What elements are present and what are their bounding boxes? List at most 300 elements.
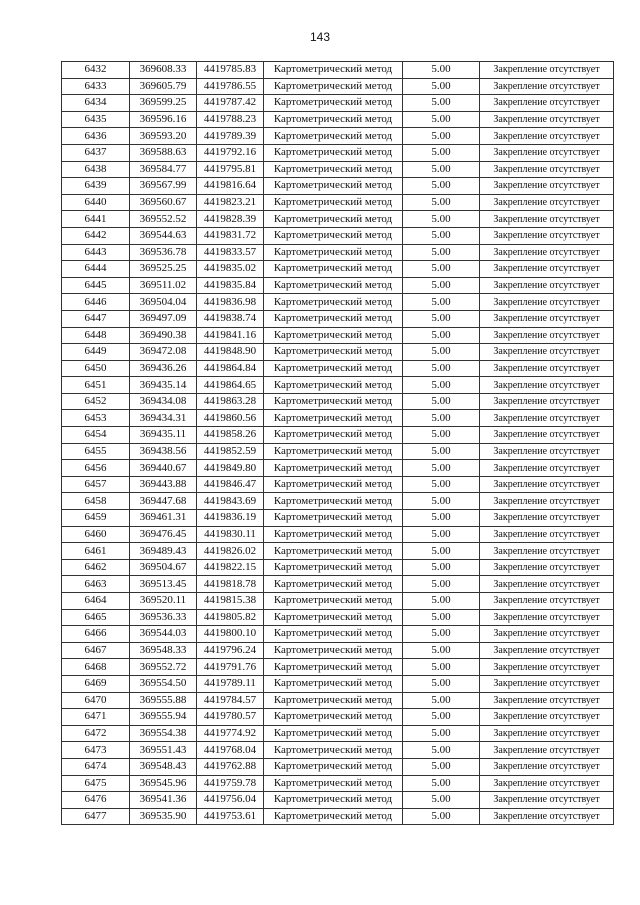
table-row — [62, 194, 614, 211]
x-coordinate-cell: 369434.08 — [130, 393, 197, 410]
table-row — [62, 244, 614, 261]
y-coordinate-cell: 4419826.02 — [197, 543, 264, 560]
fixation-cell: Закрепление отсутствует — [480, 543, 614, 560]
method-cell: Картометрический метод — [264, 62, 403, 79]
accuracy-cell: 5.00 — [403, 493, 480, 510]
point-number-cell: 6432 — [62, 62, 130, 79]
point-number-cell: 6455 — [62, 443, 130, 460]
y-coordinate-cell: 4419833.57 — [197, 244, 264, 261]
table-row — [62, 709, 614, 726]
point-number-cell: 6443 — [62, 244, 130, 261]
method-cell: Картометрический метод — [264, 709, 403, 726]
y-coordinate-cell: 4419852.59 — [197, 443, 264, 460]
accuracy-cell: 5.00 — [403, 144, 480, 161]
accuracy-cell: 5.00 — [403, 675, 480, 692]
accuracy-cell: 5.00 — [403, 460, 480, 477]
x-coordinate-cell: 369544.03 — [130, 626, 197, 643]
point-number-cell: 6452 — [62, 393, 130, 410]
fixation-cell: Закрепление отсутствует — [480, 427, 614, 444]
x-coordinate-cell: 369555.88 — [130, 692, 197, 709]
y-coordinate-cell: 4419795.81 — [197, 161, 264, 178]
fixation-cell: Закрепление отсутствует — [480, 327, 614, 344]
fixation-cell: Закрепление отсутствует — [480, 360, 614, 377]
method-cell: Картометрический метод — [264, 410, 403, 427]
y-coordinate-cell: 4419786.55 — [197, 78, 264, 95]
y-coordinate-cell: 4419864.65 — [197, 377, 264, 394]
x-coordinate-cell: 369608.33 — [130, 62, 197, 79]
fixation-cell: Закрепление отсутствует — [480, 609, 614, 626]
method-cell: Картометрический метод — [264, 344, 403, 361]
x-coordinate-cell: 369438.56 — [130, 443, 197, 460]
method-cell: Картометрический метод — [264, 593, 403, 610]
point-number-cell: 6437 — [62, 144, 130, 161]
table-row — [62, 277, 614, 294]
accuracy-cell: 5.00 — [403, 792, 480, 809]
fixation-cell: Закрепление отсутствует — [480, 310, 614, 327]
method-cell: Картометрический метод — [264, 675, 403, 692]
x-coordinate-cell: 369497.09 — [130, 310, 197, 327]
fixation-cell: Закрепление отсутствует — [480, 377, 614, 394]
point-number-cell: 6448 — [62, 327, 130, 344]
fixation-cell: Закрепление отсутствует — [480, 758, 614, 775]
x-coordinate-cell: 369472.08 — [130, 344, 197, 361]
y-coordinate-cell: 4419828.39 — [197, 211, 264, 228]
fixation-cell: Закрепление отсутствует — [480, 675, 614, 692]
accuracy-cell: 5.00 — [403, 510, 480, 527]
y-coordinate-cell: 4419756.04 — [197, 792, 264, 809]
y-coordinate-cell: 4419836.98 — [197, 294, 264, 311]
table-row — [62, 593, 614, 610]
method-cell: Картометрический метод — [264, 211, 403, 228]
point-number-cell: 6445 — [62, 277, 130, 294]
fixation-cell: Закрепление отсутствует — [480, 593, 614, 610]
fixation-cell: Закрепление отсутствует — [480, 742, 614, 759]
table-row — [62, 675, 614, 692]
accuracy-cell: 5.00 — [403, 410, 480, 427]
y-coordinate-cell: 4419753.61 — [197, 808, 264, 825]
x-coordinate-cell: 369596.16 — [130, 111, 197, 128]
accuracy-cell: 5.00 — [403, 95, 480, 112]
point-number-cell: 6447 — [62, 310, 130, 327]
accuracy-cell: 5.00 — [403, 476, 480, 493]
y-coordinate-cell: 4419864.84 — [197, 360, 264, 377]
point-number-cell: 6465 — [62, 609, 130, 626]
table-row — [62, 294, 614, 311]
accuracy-cell: 5.00 — [403, 659, 480, 676]
method-cell: Картометрический метод — [264, 194, 403, 211]
accuracy-cell: 5.00 — [403, 393, 480, 410]
accuracy-cell: 5.00 — [403, 526, 480, 543]
table-row — [62, 460, 614, 477]
y-coordinate-cell: 4419830.11 — [197, 526, 264, 543]
accuracy-cell: 5.00 — [403, 310, 480, 327]
accuracy-cell: 5.00 — [403, 227, 480, 244]
method-cell: Картометрический метод — [264, 576, 403, 593]
point-number-cell: 6466 — [62, 626, 130, 643]
table-row — [62, 543, 614, 560]
y-coordinate-cell: 4419815.38 — [197, 593, 264, 610]
y-coordinate-cell: 4419848.90 — [197, 344, 264, 361]
y-coordinate-cell: 4419787.42 — [197, 95, 264, 112]
y-coordinate-cell: 4419849.80 — [197, 460, 264, 477]
table-row — [62, 559, 614, 576]
point-number-cell: 6440 — [62, 194, 130, 211]
point-number-cell: 6477 — [62, 808, 130, 825]
table-row — [62, 360, 614, 377]
x-coordinate-cell: 369447.68 — [130, 493, 197, 510]
y-coordinate-cell: 4419768.04 — [197, 742, 264, 759]
y-coordinate-cell: 4419822.15 — [197, 559, 264, 576]
method-cell: Картометрический метод — [264, 111, 403, 128]
fixation-cell: Закрепление отсутствует — [480, 526, 614, 543]
table-row — [62, 443, 614, 460]
x-coordinate-cell: 369593.20 — [130, 128, 197, 145]
table-row — [62, 327, 614, 344]
y-coordinate-cell: 4419841.16 — [197, 327, 264, 344]
point-number-cell: 6457 — [62, 476, 130, 493]
fixation-cell: Закрепление отсутствует — [480, 443, 614, 460]
fixation-cell: Закрепление отсутствует — [480, 294, 614, 311]
table-row — [62, 261, 614, 278]
y-coordinate-cell: 4419858.26 — [197, 427, 264, 444]
y-coordinate-cell: 4419780.57 — [197, 709, 264, 726]
accuracy-cell: 5.00 — [403, 692, 480, 709]
point-number-cell: 6434 — [62, 95, 130, 112]
method-cell: Картометрический метод — [264, 460, 403, 477]
accuracy-cell: 5.00 — [403, 709, 480, 726]
x-coordinate-cell: 369544.63 — [130, 227, 197, 244]
table-row — [62, 758, 614, 775]
fixation-cell: Закрепление отсутствует — [480, 493, 614, 510]
y-coordinate-cell: 4419800.10 — [197, 626, 264, 643]
coordinates-table-body — [62, 62, 614, 825]
fixation-cell: Закрепление отсутствует — [480, 227, 614, 244]
point-number-cell: 6463 — [62, 576, 130, 593]
fixation-cell: Закрепление отсутствует — [480, 277, 614, 294]
method-cell: Картометрический метод — [264, 725, 403, 742]
x-coordinate-cell: 369548.33 — [130, 642, 197, 659]
y-coordinate-cell: 4419846.47 — [197, 476, 264, 493]
point-number-cell: 6458 — [62, 493, 130, 510]
method-cell: Картометрический метод — [264, 692, 403, 709]
x-coordinate-cell: 369536.78 — [130, 244, 197, 261]
method-cell: Картометрический метод — [264, 227, 403, 244]
method-cell: Картометрический метод — [264, 510, 403, 527]
table-row — [62, 427, 614, 444]
accuracy-cell: 5.00 — [403, 327, 480, 344]
method-cell: Картометрический метод — [264, 244, 403, 261]
y-coordinate-cell: 4419796.24 — [197, 642, 264, 659]
accuracy-cell: 5.00 — [403, 211, 480, 228]
accuracy-cell: 5.00 — [403, 261, 480, 278]
fixation-cell: Закрепление отсутствует — [480, 344, 614, 361]
table-row — [62, 62, 614, 79]
x-coordinate-cell: 369545.96 — [130, 775, 197, 792]
accuracy-cell: 5.00 — [403, 128, 480, 145]
x-coordinate-cell: 369435.11 — [130, 427, 197, 444]
y-coordinate-cell: 4419836.19 — [197, 510, 264, 527]
table-row — [62, 310, 614, 327]
method-cell: Картометрический метод — [264, 128, 403, 145]
accuracy-cell: 5.00 — [403, 559, 480, 576]
y-coordinate-cell: 4419860.56 — [197, 410, 264, 427]
table-row — [62, 510, 614, 527]
method-cell: Картометрический метод — [264, 178, 403, 195]
accuracy-cell: 5.00 — [403, 543, 480, 560]
accuracy-cell: 5.00 — [403, 443, 480, 460]
method-cell: Картометрический метод — [264, 792, 403, 809]
table-row — [62, 128, 614, 145]
x-coordinate-cell: 369511.02 — [130, 277, 197, 294]
x-coordinate-cell: 369504.67 — [130, 559, 197, 576]
accuracy-cell: 5.00 — [403, 194, 480, 211]
x-coordinate-cell: 369554.50 — [130, 675, 197, 692]
y-coordinate-cell: 4419838.74 — [197, 310, 264, 327]
point-number-cell: 6442 — [62, 227, 130, 244]
point-number-cell: 6462 — [62, 559, 130, 576]
method-cell: Картометрический метод — [264, 476, 403, 493]
accuracy-cell: 5.00 — [403, 161, 480, 178]
table-row — [62, 692, 614, 709]
method-cell: Картометрический метод — [264, 277, 403, 294]
point-number-cell: 6435 — [62, 111, 130, 128]
x-coordinate-cell: 369525.25 — [130, 261, 197, 278]
fixation-cell: Закрепление отсутствует — [480, 211, 614, 228]
accuracy-cell: 5.00 — [403, 78, 480, 95]
method-cell: Картометрический метод — [264, 427, 403, 444]
x-coordinate-cell: 369490.38 — [130, 327, 197, 344]
fixation-cell: Закрепление отсутствует — [480, 95, 614, 112]
method-cell: Картометрический метод — [264, 360, 403, 377]
method-cell: Картометрический метод — [264, 294, 403, 311]
table-row — [62, 144, 614, 161]
fixation-cell: Закрепление отсутствует — [480, 261, 614, 278]
table-row — [62, 476, 614, 493]
table-row — [62, 410, 614, 427]
y-coordinate-cell: 4419843.69 — [197, 493, 264, 510]
point-number-cell: 6444 — [62, 261, 130, 278]
x-coordinate-cell: 369552.52 — [130, 211, 197, 228]
method-cell: Картометрический метод — [264, 642, 403, 659]
accuracy-cell: 5.00 — [403, 642, 480, 659]
table-row — [62, 227, 614, 244]
accuracy-cell: 5.00 — [403, 294, 480, 311]
point-number-cell: 6471 — [62, 709, 130, 726]
accuracy-cell: 5.00 — [403, 808, 480, 825]
x-coordinate-cell: 369605.79 — [130, 78, 197, 95]
method-cell: Картометрический метод — [264, 758, 403, 775]
table-row — [62, 792, 614, 809]
y-coordinate-cell: 4419863.28 — [197, 393, 264, 410]
table-row — [62, 725, 614, 742]
x-coordinate-cell: 369536.33 — [130, 609, 197, 626]
x-coordinate-cell: 369555.94 — [130, 709, 197, 726]
method-cell: Картометрический метод — [264, 144, 403, 161]
point-number-cell: 6474 — [62, 758, 130, 775]
accuracy-cell: 5.00 — [403, 277, 480, 294]
accuracy-cell: 5.00 — [403, 742, 480, 759]
x-coordinate-cell: 369440.67 — [130, 460, 197, 477]
fixation-cell: Закрепление отсутствует — [480, 111, 614, 128]
fixation-cell: Закрепление отсутствует — [480, 792, 614, 809]
y-coordinate-cell: 4419818.78 — [197, 576, 264, 593]
coordinates-table — [61, 61, 614, 825]
y-coordinate-cell: 4419785.83 — [197, 62, 264, 79]
y-coordinate-cell: 4419789.39 — [197, 128, 264, 145]
accuracy-cell: 5.00 — [403, 244, 480, 261]
method-cell: Картометрический метод — [264, 626, 403, 643]
accuracy-cell: 5.00 — [403, 427, 480, 444]
method-cell: Картометрический метод — [264, 393, 403, 410]
point-number-cell: 6454 — [62, 427, 130, 444]
x-coordinate-cell: 369435.14 — [130, 377, 197, 394]
point-number-cell: 6446 — [62, 294, 130, 311]
y-coordinate-cell: 4419805.82 — [197, 609, 264, 626]
y-coordinate-cell: 4419816.64 — [197, 178, 264, 195]
y-coordinate-cell: 4419788.23 — [197, 111, 264, 128]
x-coordinate-cell: 369552.72 — [130, 659, 197, 676]
accuracy-cell: 5.00 — [403, 725, 480, 742]
accuracy-cell: 5.00 — [403, 626, 480, 643]
fixation-cell: Закрепление отсутствует — [480, 62, 614, 79]
y-coordinate-cell: 4419774.92 — [197, 725, 264, 742]
y-coordinate-cell: 4419784.57 — [197, 692, 264, 709]
method-cell: Картометрический метод — [264, 543, 403, 560]
point-number-cell: 6475 — [62, 775, 130, 792]
fixation-cell: Закрепление отсутствует — [480, 576, 614, 593]
point-number-cell: 6456 — [62, 460, 130, 477]
x-coordinate-cell: 369551.43 — [130, 742, 197, 759]
accuracy-cell: 5.00 — [403, 62, 480, 79]
x-coordinate-cell: 369520.11 — [130, 593, 197, 610]
method-cell: Картометрический метод — [264, 327, 403, 344]
method-cell: Картометрический метод — [264, 377, 403, 394]
table-row — [62, 808, 614, 825]
x-coordinate-cell: 369567.99 — [130, 178, 197, 195]
method-cell: Картометрический метод — [264, 808, 403, 825]
y-coordinate-cell: 4419792.16 — [197, 144, 264, 161]
accuracy-cell: 5.00 — [403, 178, 480, 195]
y-coordinate-cell: 4419823.21 — [197, 194, 264, 211]
x-coordinate-cell: 369434.31 — [130, 410, 197, 427]
point-number-cell: 6473 — [62, 742, 130, 759]
fixation-cell: Закрепление отсутствует — [480, 410, 614, 427]
point-number-cell: 6438 — [62, 161, 130, 178]
method-cell: Картометрический метод — [264, 659, 403, 676]
method-cell: Картометрический метод — [264, 161, 403, 178]
table-row — [62, 178, 614, 195]
point-number-cell: 6476 — [62, 792, 130, 809]
fixation-cell: Закрепление отсутствует — [480, 161, 614, 178]
fixation-cell: Закрепление отсутствует — [480, 692, 614, 709]
accuracy-cell: 5.00 — [403, 593, 480, 610]
table-row — [62, 576, 614, 593]
method-cell: Картометрический метод — [264, 609, 403, 626]
fixation-cell: Закрепление отсутствует — [480, 128, 614, 145]
table-row — [62, 377, 614, 394]
table-row — [62, 344, 614, 361]
method-cell: Картометрический метод — [264, 78, 403, 95]
point-number-cell: 6467 — [62, 642, 130, 659]
table-row — [62, 111, 614, 128]
y-coordinate-cell: 4419789.11 — [197, 675, 264, 692]
table-row — [62, 659, 614, 676]
method-cell: Картометрический метод — [264, 310, 403, 327]
accuracy-cell: 5.00 — [403, 576, 480, 593]
table-row — [62, 211, 614, 228]
fixation-cell: Закрепление отсутствует — [480, 144, 614, 161]
x-coordinate-cell: 369560.67 — [130, 194, 197, 211]
fixation-cell: Закрепление отсутствует — [480, 642, 614, 659]
fixation-cell: Закрепление отсутствует — [480, 659, 614, 676]
x-coordinate-cell: 369443.88 — [130, 476, 197, 493]
point-number-cell: 6451 — [62, 377, 130, 394]
y-coordinate-cell: 4419831.72 — [197, 227, 264, 244]
fixation-cell: Закрепление отсутствует — [480, 775, 614, 792]
y-coordinate-cell: 4419759.78 — [197, 775, 264, 792]
method-cell: Картометрический метод — [264, 95, 403, 112]
fixation-cell: Закрепление отсутствует — [480, 393, 614, 410]
point-number-cell: 6450 — [62, 360, 130, 377]
table-row — [62, 493, 614, 510]
fixation-cell: Закрепление отсутствует — [480, 626, 614, 643]
table-row — [62, 626, 614, 643]
x-coordinate-cell: 369588.63 — [130, 144, 197, 161]
fixation-cell: Закрепление отсутствует — [480, 559, 614, 576]
accuracy-cell: 5.00 — [403, 609, 480, 626]
point-number-cell: 6441 — [62, 211, 130, 228]
point-number-cell: 6472 — [62, 725, 130, 742]
method-cell: Картометрический метод — [264, 493, 403, 510]
table-row — [62, 526, 614, 543]
point-number-cell: 6453 — [62, 410, 130, 427]
table-row — [62, 642, 614, 659]
x-coordinate-cell: 369548.43 — [130, 758, 197, 775]
x-coordinate-cell: 369504.04 — [130, 294, 197, 311]
method-cell: Картометрический метод — [264, 559, 403, 576]
point-number-cell: 6439 — [62, 178, 130, 195]
point-number-cell: 6470 — [62, 692, 130, 709]
x-coordinate-cell: 369513.45 — [130, 576, 197, 593]
y-coordinate-cell: 4419791.76 — [197, 659, 264, 676]
table-row — [62, 775, 614, 792]
fixation-cell: Закрепление отсутствует — [480, 244, 614, 261]
x-coordinate-cell: 369599.25 — [130, 95, 197, 112]
x-coordinate-cell: 369584.77 — [130, 161, 197, 178]
point-number-cell: 6460 — [62, 526, 130, 543]
table-row — [62, 95, 614, 112]
accuracy-cell: 5.00 — [403, 775, 480, 792]
point-number-cell: 6433 — [62, 78, 130, 95]
accuracy-cell: 5.00 — [403, 758, 480, 775]
fixation-cell: Закрепление отсутствует — [480, 460, 614, 477]
point-number-cell: 6469 — [62, 675, 130, 692]
table-row — [62, 78, 614, 95]
fixation-cell: Закрепление отсутствует — [480, 725, 614, 742]
accuracy-cell: 5.00 — [403, 111, 480, 128]
fixation-cell: Закрепление отсутствует — [480, 194, 614, 211]
point-number-cell: 6468 — [62, 659, 130, 676]
fixation-cell: Закрепление отсутствует — [480, 78, 614, 95]
table-row — [62, 742, 614, 759]
fixation-cell: Закрепление отсутствует — [480, 178, 614, 195]
y-coordinate-cell: 4419835.84 — [197, 277, 264, 294]
y-coordinate-cell: 4419762.88 — [197, 758, 264, 775]
point-number-cell: 6464 — [62, 593, 130, 610]
page-number: 143 — [309, 30, 331, 44]
method-cell: Картометрический метод — [264, 775, 403, 792]
point-number-cell: 6436 — [62, 128, 130, 145]
